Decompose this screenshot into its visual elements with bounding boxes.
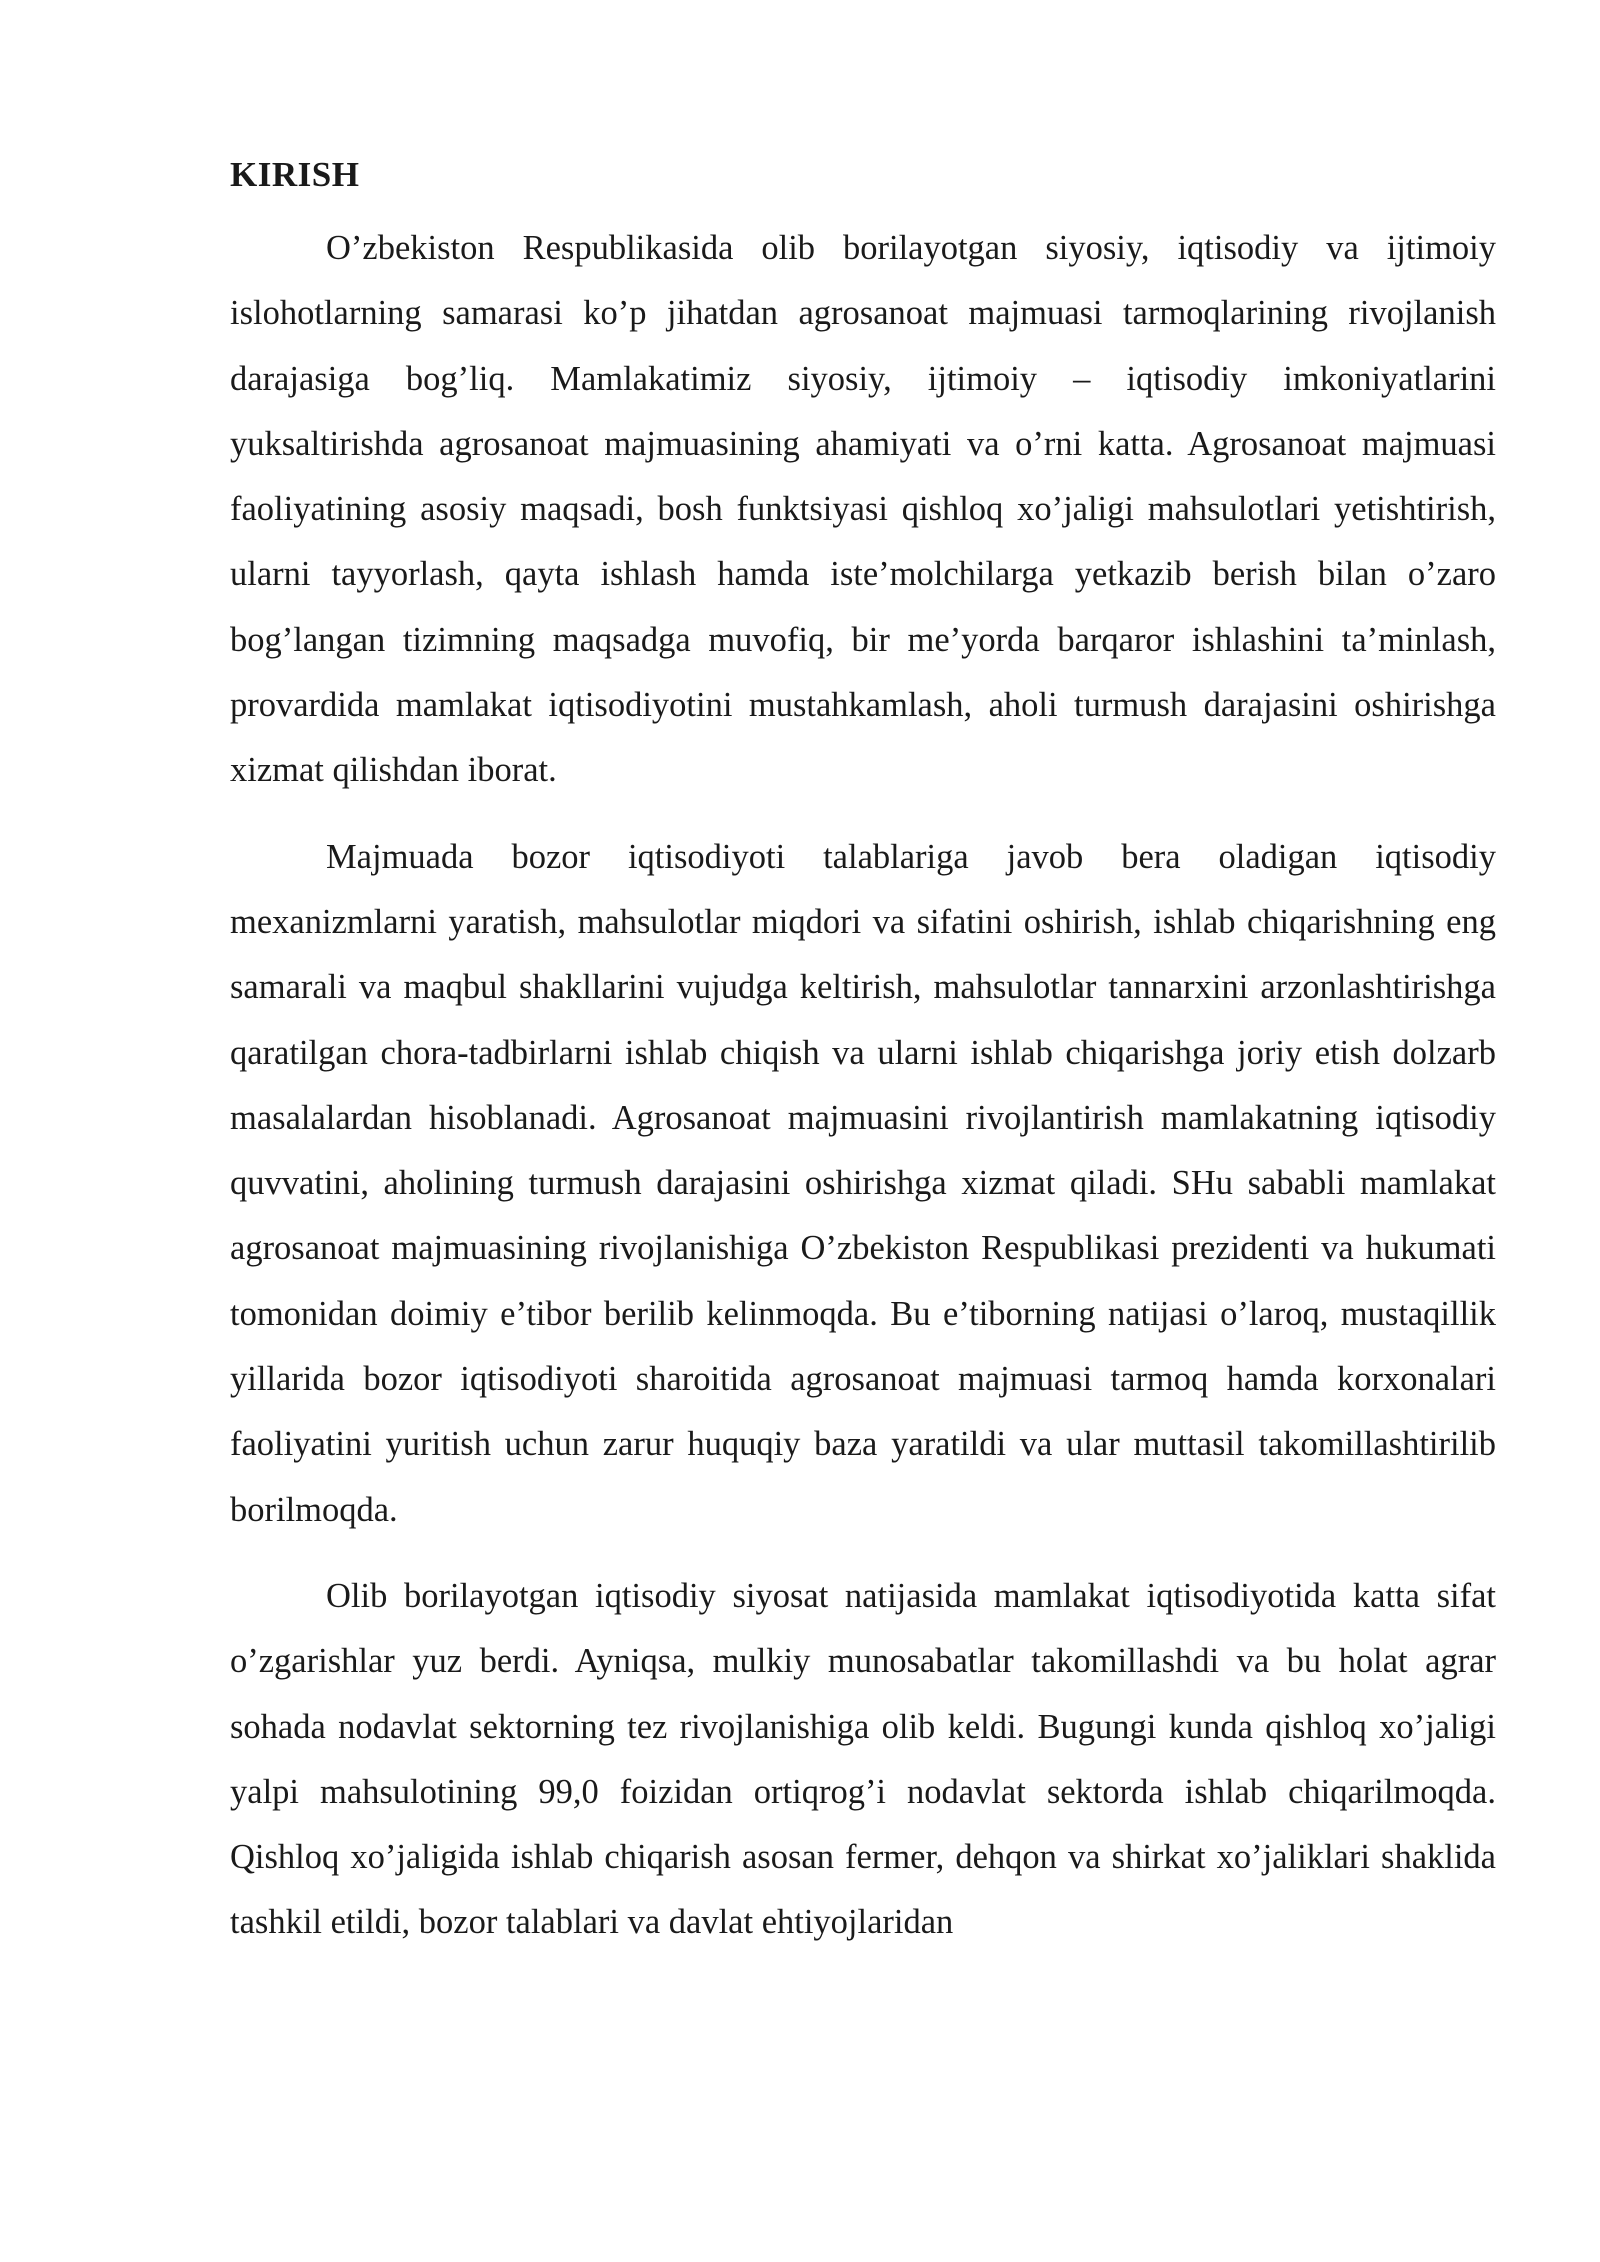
paragraph-1: O’zbekiston Respublikasida olib borilayotgan siyosiy, iqtisodiy va ijtimoiy islohotlarning samarasi ko’p jihatdan agrosanoat majmuasi tarmoqlarining rivojlanish darajasiga bog’liq. Mamlakatimiz siyosiy, ijtimoiy – iqtisodiy imkoniyatlarini yuksaltirishda agrosanoat majmuasining ahamiyati va o’rni katta. Agrosanoat majmuasi faoliyatining asosiy maqsadi, bosh funktsiyasi qishloq xo’jaligi mahsulotlari yetishtirish, ularni tayyorlash, qayta ishlash hamda iste’molchilarga yetkazib berish bilan o’zaro bog’langan tizimning maqsadga muvofiq, bir me’yorda barqaror ishlashini ta’minlash, provardida mamlakat iqtisodiyotini mustahkamlash, aholi turmush darajasini oshirishga xizmat qilishdan iborat. [230, 229, 1496, 790]
paragraph-2: Majmuada bozor iqtisodiyoti talablariga javob bera oladigan iqtisodiy mexanizmlarni yaratish, mahsulotlar miqdori va sifatini oshirish, ishlab chiqarishning eng samarali va maqbul shakllarini vujudga keltirish, mahsulotlar tannarxini arzonlashtirishga qaratilgan chora-tadbirlarni ishlab chiqish va ularni ishlab chiqarishga joriy etish dolzarb masalalardan hisoblanadi. Agrosanoat majmuasini rivojlantirish mamlakatning iqtisodiy quvvatini, aholining turmush darajasini oshirishga xizmat qiladi. SHu sababli mamlakat agrosanoat majmuasining rivojlanishiga O’zbekiston Respublikasi prezidenti va hukumati tomonidan doimiy e’tibor berilib kelinmoqda. Bu e’tiborning natijasi o’laroq, mustaqillik yillarida bozor iqtisodiyoti sharoitida agrosanoat majmuasi tarmoq hamda korxonalari faoliyatini yuritish uchun zarur huquqiy baza yaratildi va ular muttasil takomillashtirilib borilmoqda. [230, 837, 1496, 1529]
paragraph-3: Olib borilayotgan iqtisodiy siyosat natijasida mamlakat iqtisodiyotida katta sifat o’zgarishlar yuz berdi. Ayniqsa, mulkiy munosabatlar takomillashdi va bu holat agrar sohada nodavlat sektorning tez rivojlanishiga olib keldi. Bugungi kunda qishloq xo’jaligi yalpi mahsulotining 99,0 foizidan ortiqrog’i nodavlat sektorda ishlab chiqarilmoqda. Qishloq xo’jaligida ishlab chiqarish asosan fermer, dehqon va shirkat xo’jaliklari shaklida tashkil etildi, bozor talablari va davlat ehtiyojlaridan [230, 1576, 1496, 1942]
section-heading: KIRISH [230, 155, 360, 194]
document-page [230, 150, 1496, 1977]
